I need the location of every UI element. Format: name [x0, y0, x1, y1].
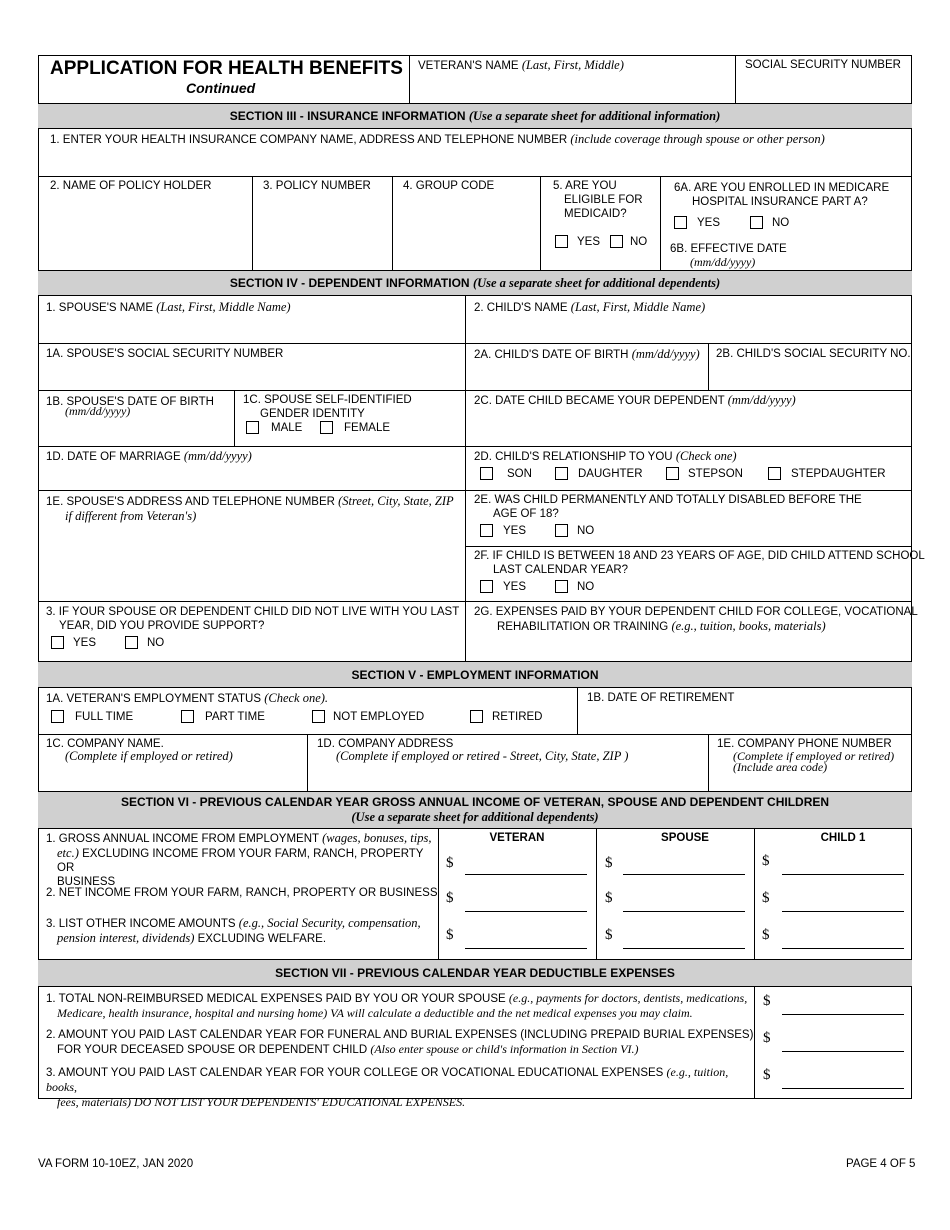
full-time-label: FULL TIME: [75, 711, 134, 723]
veteran-name-hint: (Last, First, Middle): [521, 58, 624, 72]
medical-expenses-input[interactable]: [782, 1014, 904, 1015]
stepson-checkbox[interactable]: [666, 467, 679, 480]
divider: [234, 390, 235, 446]
dollar-sign: $: [763, 1030, 771, 1046]
divider: [754, 987, 755, 1099]
dollar-sign: $: [762, 890, 770, 906]
group-code-label: 4. GROUP CODE: [403, 180, 495, 192]
not-employed-checkbox[interactable]: [312, 710, 325, 723]
support-yes-label: YES: [73, 637, 97, 649]
divider: [660, 176, 661, 270]
company-name-hint: (Complete if employed or retired): [65, 749, 233, 763]
company-address-hint: (Complete if employed or retired - Street, City, State, ZIP ): [336, 749, 629, 763]
policy-number-label: 3. POLICY NUMBER: [263, 180, 371, 192]
support-no-label: NO: [147, 637, 165, 649]
retired-label: RETIRED: [492, 711, 543, 723]
divider: [735, 55, 736, 103]
dollar-sign: $: [762, 927, 770, 943]
divider: [754, 829, 755, 959]
divider: [596, 829, 597, 959]
divider: [38, 390, 912, 391]
section-iii-header: SECTION III - INSURANCE INFORMATION (Use a separate sheet for additional information): [38, 103, 912, 129]
child-disabled-question: 2E. WAS CHILD PERMANENTLY AND TOTALLY DISABLED BEFORE THE AGE OF 18?: [474, 494, 862, 520]
section-vii-header: SECTION VII - PREVIOUS CALENDAR YEAR DEDUCTIBLE EXPENSES: [38, 959, 912, 987]
divider: [38, 490, 912, 491]
company-name-label: 1C. COMPANY NAME.: [46, 738, 164, 750]
company-phone-hint-1: (Complete if employed or retired): [733, 749, 895, 763]
company-address-label: 1D. COMPANY ADDRESS: [317, 738, 454, 750]
retired-checkbox[interactable]: [470, 710, 483, 723]
medicaid-yes-label: YES: [577, 236, 601, 248]
child-dob-field[interactable]: 2A. CHILD'S DATE OF BIRTH (mm/dd/yyyy): [474, 347, 700, 361]
spouse-employment-income-input[interactable]: [623, 874, 745, 875]
spouse-ssn-label: 1A. SPOUSE'S SOCIAL SECURITY NUMBER: [46, 348, 284, 360]
divider: [577, 688, 578, 734]
school-no-label: NO: [577, 581, 595, 593]
dollar-sign: $: [446, 855, 454, 871]
section-iv-header: SECTION IV - DEPENDENT INFORMATION (Use a separate sheet for additional dependents): [38, 270, 912, 296]
divider: [708, 734, 709, 791]
spouse-net-income-input[interactable]: [623, 911, 745, 912]
company-phone-label: 1E. COMPANY PHONE NUMBER: [717, 738, 892, 750]
employment-status-label: 1A. VETERAN'S EMPLOYMENT STATUS (Check one).: [46, 691, 329, 705]
section-vi-header: SECTION VI - PREVIOUS CALENDAR YEAR GROSS ANNUAL INCOME OF VETERAN, SPOUSE AND DEPENDENT CHILDREN (Use a separate sheet for additional dependents): [38, 791, 912, 829]
veteran-name-field[interactable]: [418, 58, 624, 73]
spouse-dob-hint: (mm/dd/yyyy): [65, 404, 131, 418]
not-employed-label: NOT EMPLOYED: [333, 711, 425, 723]
income-employment-label: 1. GROSS ANNUAL INCOME FROM EMPLOYMENT (wages, bonuses, tips, etc.) EXCLUDING INCOME FROM YOUR FARM, RANCH, PROPERTY OR BUSINESS: [46, 831, 432, 888]
school-no-checkbox[interactable]: [555, 580, 568, 593]
full-time-checkbox[interactable]: [51, 710, 64, 723]
gender-male-checkbox[interactable]: [246, 421, 259, 434]
disabled-yes-label: YES: [503, 525, 527, 537]
medicaid-question: 5. ARE YOU ELIGIBLE FOR MEDICAID?: [553, 180, 643, 220]
col-spouse-header: SPOUSE: [661, 832, 709, 844]
spouse-other-income-input[interactable]: [623, 948, 745, 949]
stepson-label: STEPSON: [688, 468, 743, 480]
divider: [38, 446, 912, 447]
divider: [409, 55, 410, 103]
disabled-no-label: NO: [577, 525, 595, 537]
part-time-checkbox[interactable]: [181, 710, 194, 723]
education-expenses-input[interactable]: [782, 1088, 904, 1089]
school-yes-checkbox[interactable]: [480, 580, 493, 593]
spouse-name-field[interactable]: 1. SPOUSE'S NAME (Last, First, Middle Name): [46, 300, 291, 314]
other-income-label: 3. LIST OTHER INCOME AMOUNTS (e.g., Social Security, compensation, pension interest, dividends) EXCLUDING WELFARE.: [46, 916, 421, 945]
col-veteran-header: VETERAN: [489, 832, 545, 844]
son-label: SON: [507, 468, 532, 480]
child-ssn-label: 2B. CHILD'S SOCIAL SECURITY NO.: [716, 348, 911, 360]
company-phone-hint-2: (Include area code): [733, 760, 828, 774]
dollar-sign: $: [605, 855, 613, 871]
divider: [252, 176, 253, 270]
child-school-question: 2F. IF CHILD IS BETWEEN 18 AND 23 YEARS OF AGE, DID CHILD ATTEND SCHOOL LAST CALENDAR YEAR?: [474, 550, 925, 576]
veteran-name-label: VETERAN'S NAME: [418, 60, 519, 72]
support-question: 3. IF YOUR SPOUSE OR DEPENDENT CHILD DID NOT LIVE WITH YOU LAST YEAR, DID YOU PROVIDE SUPPORT?: [46, 606, 460, 632]
child-net-income-input[interactable]: [782, 911, 904, 912]
ssn-label: SOCIAL SECURITY NUMBER: [745, 59, 901, 71]
page-number: PAGE 4 OF 5: [846, 1158, 916, 1170]
veteran-employment-income-input[interactable]: [465, 874, 587, 875]
effective-date-hint: (mm/dd/yyyy): [690, 255, 756, 269]
retirement-date-label: 1B. DATE OF RETIREMENT: [587, 692, 735, 704]
dollar-sign: $: [605, 890, 613, 906]
funeral-expenses-label: 2. AMOUNT YOU PAID LAST CALENDAR YEAR FOR FUNERAL AND BURIAL EXPENSES (INCLUDING PREPAID BURIAL EXPENSES) FOR YOUR DECEASED SPOUSE OR DEPENDENT CHILD (Also enter spouse or child's information in Section VI.): [46, 1029, 754, 1056]
medicare-yes-label: YES: [697, 217, 721, 229]
divider: [307, 734, 308, 791]
son-checkbox[interactable]: [480, 467, 493, 480]
stepdaughter-checkbox[interactable]: [768, 467, 781, 480]
support-no-checkbox[interactable]: [125, 636, 138, 649]
daughter-label: DAUGHTER: [578, 468, 643, 480]
dollar-sign: $: [446, 927, 454, 943]
veteran-net-income-input[interactable]: [465, 911, 587, 912]
divider: [438, 829, 439, 959]
support-yes-checkbox[interactable]: [51, 636, 64, 649]
divider: [708, 343, 709, 390]
form-id: VA FORM 10-10EZ, JAN 2020: [38, 1158, 194, 1170]
spouse-gender-question: 1C. SPOUSE SELF-IDENTIFIED GENDER IDENTITY: [243, 394, 412, 420]
child-name-field[interactable]: 2. CHILD'S NAME (Last, First, Middle Name): [474, 300, 706, 314]
child-dependent-date-field[interactable]: 2C. DATE CHILD BECAME YOUR DEPENDENT (mm/dd/yyyy): [474, 393, 796, 407]
form-title: APPLICATION FOR HEALTH BENEFITS: [50, 58, 403, 79]
daughter-checkbox[interactable]: [555, 467, 568, 480]
medicaid-no-checkbox[interactable]: [610, 235, 623, 248]
disabled-no-checkbox[interactable]: [555, 524, 568, 537]
policy-holder-label: 2. NAME OF POLICY HOLDER: [50, 180, 212, 192]
veteran-other-income-input[interactable]: [465, 948, 587, 949]
medicare-no-label: NO: [772, 217, 790, 229]
funeral-expenses-input[interactable]: [782, 1051, 904, 1052]
medicaid-no-label: NO: [630, 236, 648, 248]
divider: [38, 734, 912, 735]
section-v-header: SECTION V - EMPLOYMENT INFORMATION: [38, 661, 912, 688]
dollar-sign: $: [762, 853, 770, 869]
gender-female-checkbox[interactable]: [320, 421, 333, 434]
child-employment-income-input[interactable]: [782, 874, 904, 875]
divider: [392, 176, 393, 270]
school-yes-label: YES: [503, 581, 527, 593]
marriage-date-field[interactable]: 1D. DATE OF MARRIAGE (mm/dd/yyyy): [46, 449, 252, 463]
medicare-yes-checkbox[interactable]: [674, 216, 687, 229]
divider: [540, 176, 541, 270]
dollar-sign: $: [446, 890, 454, 906]
education-expenses-label: 3. AMOUNT YOU PAID LAST CALENDAR YEAR FOR YOUR COLLEGE OR VOCATIONAL EDUCATIONAL EXPENSES (e.g., tuition, books, fees, materials) DO NOT LIST YOUR DEPENDENTS' EDUCATIONAL EXPENSES.: [46, 1065, 729, 1109]
dollar-sign: $: [605, 927, 613, 943]
child-expenses-field[interactable]: 2G. EXPENSES PAID BY YOUR DEPENDENT CHILD FOR COLLEGE, VOCATIONAL REHABILITATION OR TRAINING (e.g., tuition, books, materials): [474, 606, 918, 633]
medicare-no-checkbox[interactable]: [750, 216, 763, 229]
medicaid-yes-checkbox[interactable]: [555, 235, 568, 248]
medicare-question: 6A. ARE YOU ENROLLED IN MEDICARE HOSPITAL INSURANCE PART A?: [674, 182, 890, 208]
insurance-company-field[interactable]: 1. ENTER YOUR HEALTH INSURANCE COMPANY NAME, ADDRESS AND TELEPHONE NUMBER (include coverage through spouse or other person): [50, 132, 825, 146]
dollar-sign: $: [763, 993, 771, 1009]
divider: [38, 343, 912, 344]
dollar-sign: $: [763, 1067, 771, 1083]
medical-expenses-label: 1. TOTAL NON-REIMBURSED MEDICAL EXPENSES PAID BY YOU OR YOUR SPOUSE (e.g., payments for doctors, dentists, medications, Medicare, health insurance, hospital and nursing home) VA will calculate a deductible and the net medical expenses you may claim.: [46, 991, 748, 1020]
net-income-label: 2. NET INCOME FROM YOUR FARM, RANCH, PROPERTY OR BUSINESS: [46, 887, 438, 899]
gender-male-label: MALE: [271, 422, 303, 434]
effective-date-label: 6B. EFFECTIVE DATE: [670, 243, 787, 255]
divider: [465, 296, 466, 661]
part-time-label: PART TIME: [205, 711, 265, 723]
spouse-address-field[interactable]: 1E. SPOUSE'S ADDRESS AND TELEPHONE NUMBER (Street, City, State, ZIP if different from Veteran's): [46, 494, 454, 523]
divider: [38, 176, 912, 177]
form-subtitle: Continued: [186, 80, 256, 96]
child-relationship-label: 2D. CHILD'S RELATIONSHIP TO YOU (Check one): [474, 449, 737, 463]
divider: [38, 601, 912, 602]
col-child-header: CHILD 1: [820, 832, 866, 844]
stepdaughter-label: STEPDAUGHTER: [791, 468, 886, 480]
divider: [465, 546, 912, 547]
child-other-income-input[interactable]: [782, 948, 904, 949]
gender-female-label: FEMALE: [344, 422, 391, 434]
spouse-dob-label: 1B. SPOUSE'S DATE OF BIRTH: [46, 396, 214, 408]
disabled-yes-checkbox[interactable]: [480, 524, 493, 537]
